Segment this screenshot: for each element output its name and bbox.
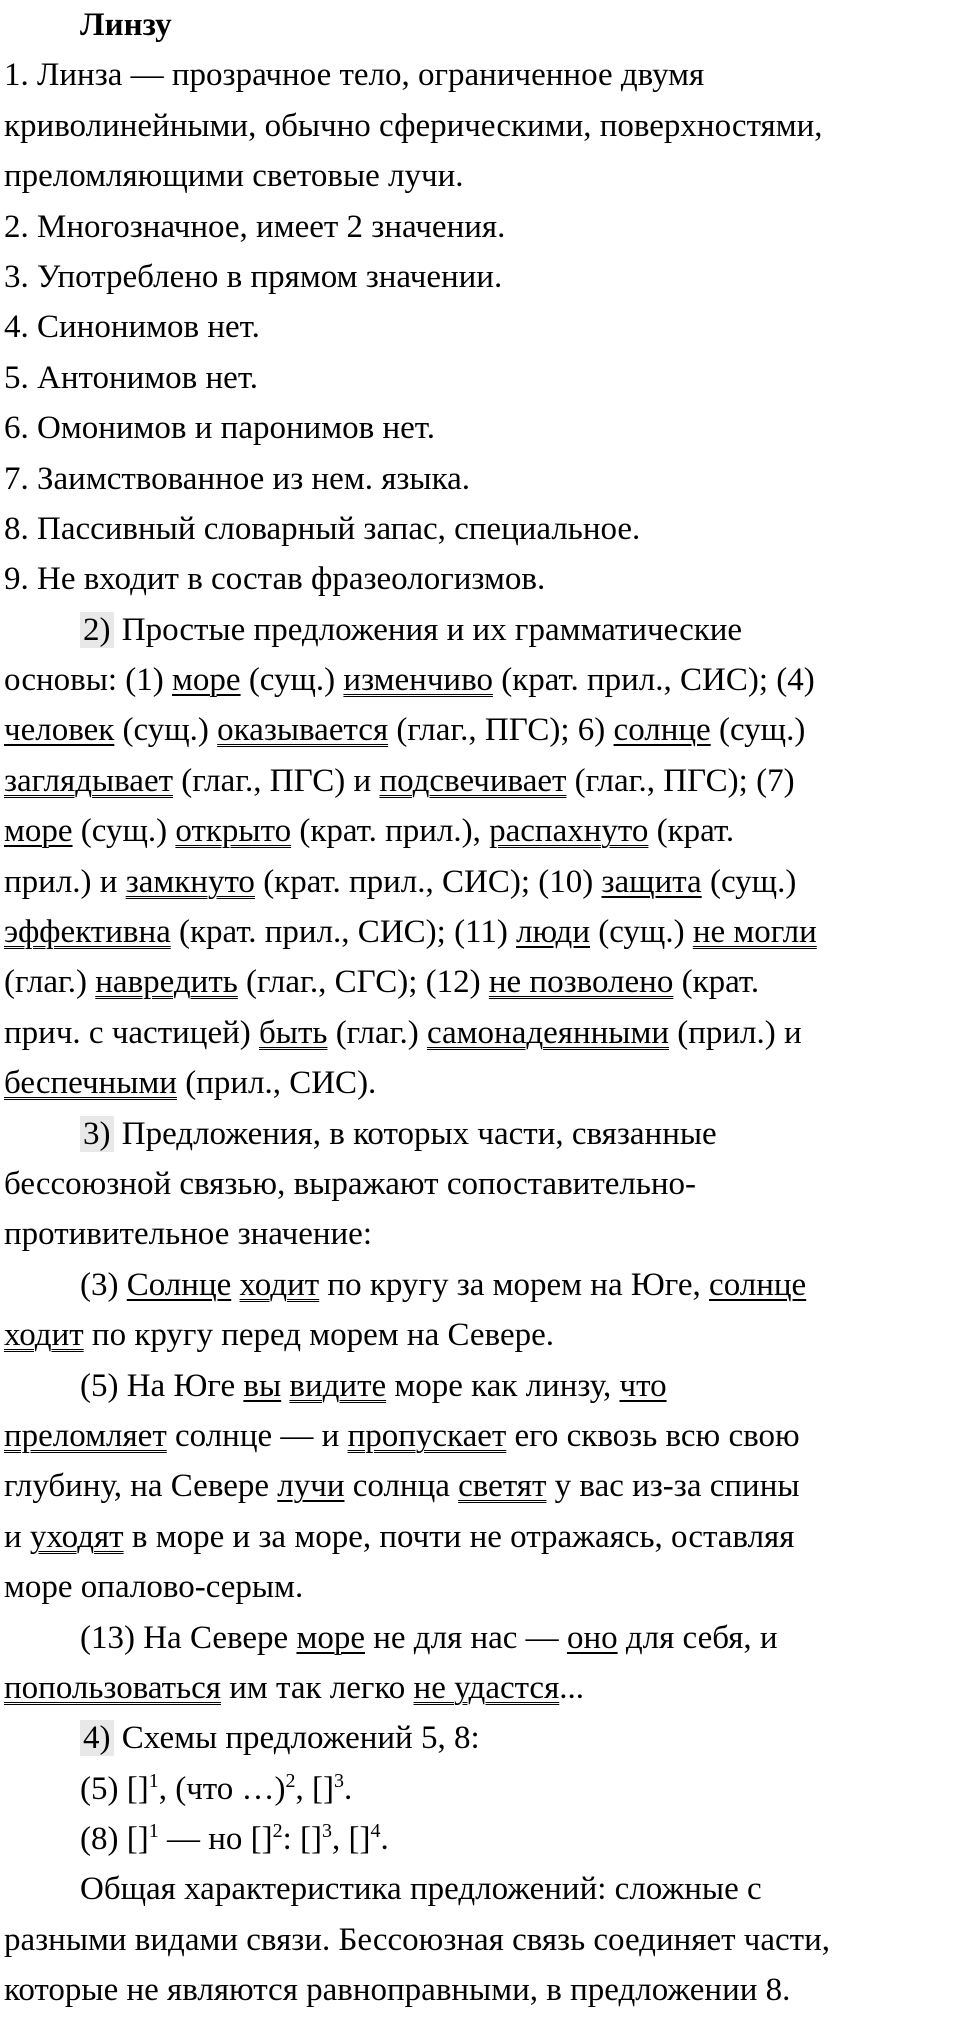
predicate: быть bbox=[259, 1014, 328, 1051]
subject: солнце bbox=[709, 1266, 807, 1303]
task-number: 3) bbox=[80, 1116, 114, 1152]
task4-heading: 4) Схемы предложений 5, 8: bbox=[4, 1713, 944, 1763]
lexical-line-8: 6. Омонимов и паронимов нет. bbox=[4, 410, 435, 447]
lexical-line-1: 1. Линза — прозрачное тело, ограниченное двумя bbox=[4, 57, 705, 94]
task-number: 2) bbox=[80, 612, 114, 648]
predicate: преломляет bbox=[4, 1417, 167, 1454]
task3-heading: 3) Предложения, в которых части, связанные bbox=[4, 1109, 944, 1159]
scheme-5: (5) []$^1$, (что …)$^2$, []$^3$. bbox=[80, 1769, 353, 1807]
subject: море bbox=[296, 1619, 365, 1656]
general-characteristic-cont: которые не являются равноправными, в предложении 8. bbox=[4, 1972, 791, 2009]
general-characteristic-cont: разными видами связи. Бессоюзная связь соединяет части, bbox=[4, 1921, 830, 1958]
subject: лучи bbox=[277, 1468, 345, 1505]
predicate: эффективна bbox=[4, 914, 171, 951]
predicate: беспечными bbox=[4, 1065, 177, 1102]
sentence-5: (5) На Юге вы видите море как линзу, что bbox=[80, 1367, 667, 1404]
word-title: Линзу bbox=[80, 7, 172, 43]
sentence-3-cont: ходит по кругу перед морем на Севере. bbox=[4, 1317, 554, 1354]
subject: оно bbox=[566, 1619, 618, 1656]
sentence-5-cont: море опалово-серым. bbox=[4, 1569, 304, 1606]
lexical-line-9: 7. Заимствованное из нем. языка. bbox=[4, 460, 471, 497]
predicate: заглядывает bbox=[4, 762, 174, 799]
predicate: уходят bbox=[29, 1518, 124, 1555]
predicate: навредить bbox=[95, 964, 238, 1001]
subject: солнце bbox=[613, 712, 711, 749]
lexical-line-10: 8. Пассивный словарный запас, специальное. bbox=[4, 510, 641, 547]
subject: человек bbox=[4, 712, 115, 749]
predicate: ходит bbox=[4, 1317, 84, 1354]
predicate: изменчиво bbox=[343, 662, 493, 699]
predicate: не удастся bbox=[413, 1669, 560, 1706]
subject: Солнце bbox=[126, 1266, 232, 1303]
sentence-5-cont: глубину, на Севере лучи солнца светят у вас из-за спины bbox=[4, 1468, 800, 1505]
lexical-line-4: 2. Многозначное, имеет 2 значения. bbox=[4, 208, 506, 245]
subject: люди bbox=[516, 914, 590, 951]
lexical-line-3: преломляющими световые лучи. bbox=[4, 158, 464, 195]
predicate: пропускает bbox=[347, 1417, 507, 1454]
lexical-line-5: 3. Употреблено в прямом значении. bbox=[4, 258, 503, 295]
task2-line: прич. с частицей) быть (глаг.) самонадеянными (прил.) и bbox=[4, 1014, 802, 1051]
task2-line: человек (сущ.) оказывается (глаг., ПГС); 6) солнце (сущ.) bbox=[4, 712, 806, 749]
task2-heading: 2) Простые предложения и их грамматические bbox=[4, 605, 944, 655]
sentence-13: (13) На Севере море не для нас — оно для себя, и bbox=[80, 1619, 778, 1656]
subject: море bbox=[4, 813, 73, 850]
task2-line: эффективна (крат. прил., СИС); (11) люди (сущ.) не могли bbox=[4, 914, 817, 951]
predicate: видите bbox=[289, 1367, 387, 1404]
task2-line: заглядывает (глаг., ПГС) и подсвечивает (глаг., ПГС); (7) bbox=[4, 762, 795, 799]
task3-line: бессоюзной связью, выражают сопоставительно- bbox=[4, 1165, 697, 1202]
task2-line: прил.) и замкнуто (крат. прил., СИС); (10) защита (сущ.) bbox=[4, 863, 797, 900]
subject: море bbox=[172, 662, 241, 699]
predicate: распахнуто bbox=[489, 813, 649, 850]
sentence-13-cont: попользоваться им так легко не удастся... bbox=[4, 1669, 585, 1706]
task2-line: беспечными (прил., СИС). bbox=[4, 1065, 377, 1102]
lexical-line-6: 4. Синонимов нет. bbox=[4, 309, 260, 346]
subject: что bbox=[619, 1367, 667, 1404]
sentence-3: (3) Солнце ходит по кругу за морем на Юге, солнце bbox=[80, 1266, 807, 1303]
lexical-line-2: криволинейными, обычно сферическими, поверхностями, bbox=[4, 107, 823, 144]
subject: вы bbox=[243, 1367, 282, 1404]
task2-line: (глаг.) навредить (глаг., СГС); (12) не позволено (крат. bbox=[4, 964, 760, 1001]
predicate: самонадеянными bbox=[426, 1014, 669, 1051]
predicate: не позволено bbox=[488, 964, 674, 1001]
general-characteristic: Общая характеристика предложений: сложные с bbox=[80, 1871, 762, 1908]
predicate: оказывается bbox=[217, 712, 389, 749]
sentence-5-cont: преломляет солнце — и пропускает его сквозь всю свою bbox=[4, 1417, 800, 1454]
predicate: ходит bbox=[239, 1266, 320, 1303]
task2-line: море (сущ.) открыто (крат. прил.), распахнуто (крат. bbox=[4, 813, 735, 850]
sentence-5-cont: и уходят в море и за море, почти не отражаясь, оставляя bbox=[4, 1518, 795, 1555]
predicate: не могли bbox=[692, 914, 817, 951]
lexical-line-7: 5. Антонимов нет. bbox=[4, 359, 259, 396]
predicate: замкнуто bbox=[125, 863, 255, 900]
predicate: попользоваться bbox=[4, 1669, 221, 1706]
task-number: 4) bbox=[80, 1720, 114, 1756]
subject: защита bbox=[601, 863, 702, 900]
predicate: открыто bbox=[175, 813, 292, 850]
predicate: светят bbox=[458, 1468, 547, 1505]
predicate: подсвечивает bbox=[379, 762, 567, 799]
task3-line: противительное значение: bbox=[4, 1216, 372, 1253]
lexical-line-11: 9. Не входит в состав фразеологизмов. bbox=[4, 561, 546, 598]
task2-line: основы: (1) море (сущ.) изменчиво (крат. прил., СИС); (4) bbox=[4, 662, 815, 699]
scheme-8: (8) []$^1$ — но []$^2$: []$^3$, []$^4$. bbox=[80, 1820, 389, 1858]
